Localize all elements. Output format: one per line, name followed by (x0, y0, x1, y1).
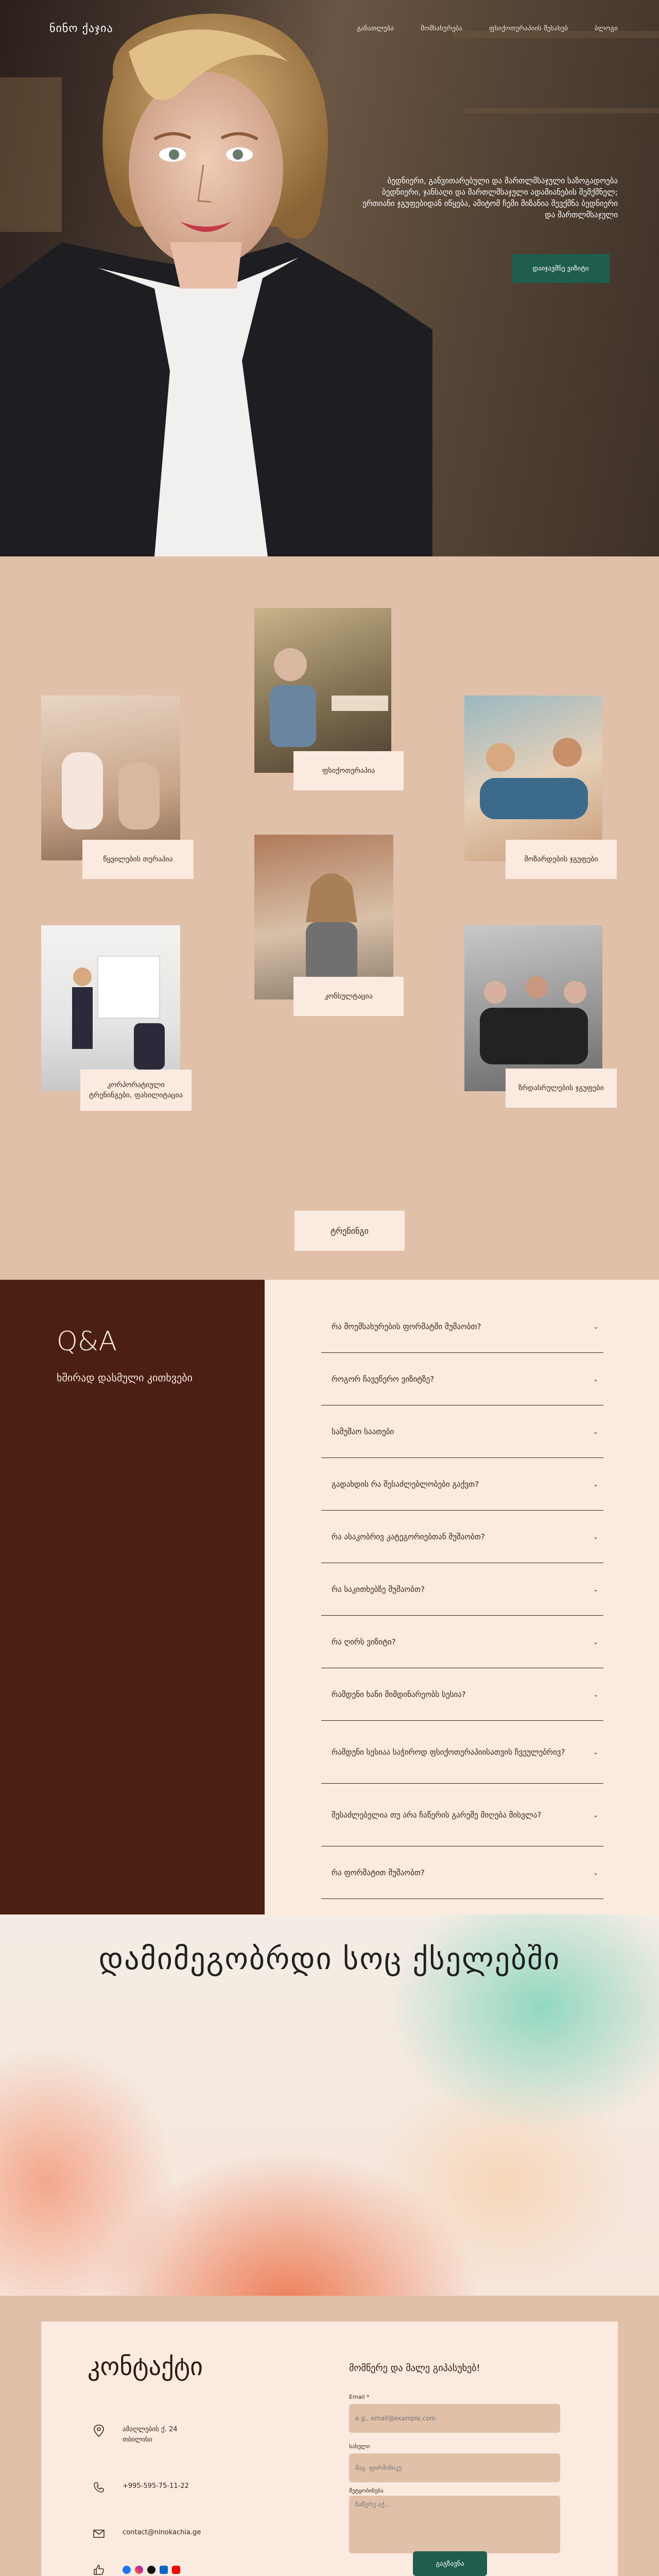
service-label: მოზარდების ჯგუფები (506, 840, 617, 879)
youtube-icon[interactable] (172, 2566, 180, 2574)
chevron-down-icon: ⌄ (593, 1748, 598, 1756)
contact-email (93, 2528, 201, 2540)
thumbs-up-icon (93, 2564, 105, 2576)
contact-social (93, 2564, 180, 2576)
faq-item[interactable]: შესაძლებელია თუ არა ჩაწერის გარეშე მიღება მისვლა? ⌄ (321, 1784, 603, 1846)
chevron-down-icon: ⌄ (593, 1323, 598, 1330)
chevron-down-icon: ⌄ (593, 1585, 598, 1593)
phone-icon (93, 2481, 105, 2494)
service-card-corporate[interactable] (41, 925, 194, 1121)
instagram-icon[interactable] (135, 2566, 143, 2574)
chevron-down-icon: ⌄ (593, 1690, 598, 1698)
faq-item[interactable]: როგორ ჩავეწერო ვიზიტზე? ⌄ (321, 1353, 603, 1405)
contact-card (41, 2321, 618, 2576)
hero-text: ბედნიერი, განვითარებული და მართლმსაჯული საზოგადოება ბედნიერი, ჯანსაღი და მართლმსაჯული ადამიანების შემქმნელ; ერთიანი ჯგუფებიდან იწყება, ამიტომ ჩემი მიზანია შევქმნა ბედნიერი და მართლმსაჯული (362, 176, 618, 219)
training-illustration (41, 925, 180, 1091)
faq-title: Q&A (57, 1326, 117, 1357)
service-photo (464, 696, 602, 861)
faq-item[interactable]: გადახდის რა შესაძლებლობები გაქვთ? ⌄ (321, 1458, 603, 1511)
service-card-adults[interactable] (464, 925, 617, 1118)
submit-button[interactable]: გაგზავნა (413, 2551, 487, 2576)
service-label: კორპორატიული ტრენინგები, ფასილიტაცია (80, 1070, 192, 1111)
service-photo (41, 696, 180, 860)
service-photo (464, 925, 602, 1091)
site-logo[interactable]: ნინო ქაჯია (49, 22, 113, 35)
social-section (0, 1914, 659, 2296)
message-label: შეტყობინება (349, 2487, 384, 2494)
faq-item[interactable]: რა საკითხებზე მუშაობთ? ⌄ (321, 1563, 603, 1616)
session-illustration (254, 608, 391, 773)
chevron-down-icon: ⌄ (593, 1375, 598, 1383)
service-card-couples[interactable] (41, 696, 194, 882)
chevron-down-icon: ⌄ (593, 1811, 598, 1819)
service-photo (254, 608, 391, 773)
email-text[interactable]: contact@ninokachia.ge (123, 2529, 201, 2536)
chevron-down-icon: ⌄ (593, 1480, 598, 1488)
faq-item[interactable]: რამდენი ხანი მიმდინარეობს სესია? ⌄ (321, 1668, 603, 1721)
service-photo (254, 835, 393, 999)
location-pin-icon (93, 2425, 105, 2437)
faq-item[interactable]: რა მოემსახურების ფორმატში მუშაობთ? ⌄ (321, 1300, 603, 1353)
faq-item[interactable]: რამდენი სესიაა საჭიროდ ფსიქოთერაპიისათვის ჩვეულებრივ? ⌄ (321, 1721, 603, 1784)
email-field[interactable] (349, 2404, 560, 2433)
address-text: ამაღლების ქ. 24 თბილისი (123, 2426, 178, 2444)
consultation-illustration (254, 835, 393, 999)
chevron-down-icon: ⌄ (593, 1533, 598, 1540)
nav-link-education[interactable]: განათლება (357, 24, 394, 32)
contact-address (93, 2425, 200, 2445)
service-card-psychotherapy[interactable] (254, 608, 407, 800)
contact-section (0, 2296, 659, 2576)
chevron-down-icon: ⌄ (593, 1638, 598, 1646)
service-label: წყვილების თერაპია (82, 840, 194, 879)
service-photo (41, 925, 180, 1091)
contact-phone (93, 2481, 189, 2494)
group-illustration (464, 925, 602, 1091)
service-card-consultation[interactable] (254, 835, 407, 1025)
faq-item[interactable]: სამუშაო საათები ⌄ (321, 1405, 603, 1458)
nav-link-services[interactable]: მომსახურება (420, 24, 462, 32)
background-shelf (463, 108, 659, 113)
social-icons (123, 2566, 180, 2574)
faq-item[interactable]: რა ღირს ვიზიტი? ⌄ (321, 1616, 603, 1668)
top-nav (0, 0, 659, 57)
linkedin-icon[interactable] (160, 2566, 168, 2574)
tiktok-icon[interactable] (147, 2566, 155, 2574)
phone-text[interactable]: +995-595-75-11-22 (123, 2482, 189, 2490)
teens-illustration (464, 696, 602, 861)
service-label: ზრდასრულების ჯგუფები (506, 1069, 617, 1108)
hero-section (0, 0, 659, 556)
social-title: დამიმეგობრდი სოც ქსელებში (98, 1941, 561, 1976)
service-card-teens[interactable] (464, 696, 617, 887)
facebook-icon[interactable] (123, 2566, 131, 2574)
mail-icon (93, 2528, 105, 2540)
service-label: კონსულტაცია (293, 977, 404, 1016)
nav-link-blog[interactable]: ბლოგი (594, 24, 618, 32)
name-field[interactable] (349, 2453, 560, 2482)
service-label: ფსიქოთერაპია (293, 751, 404, 790)
message-field[interactable] (349, 2496, 560, 2553)
services-section (0, 556, 659, 1280)
faq-subtitle: ხშირად დასმული კითხვები (57, 1371, 193, 1384)
faq-header (0, 1280, 265, 1914)
faq-item[interactable]: რა ფორმატით მუშაობთ? ⌄ (321, 1846, 603, 1899)
faq-list (265, 1280, 659, 1914)
nav-links (357, 25, 618, 32)
name-label: სახელი (349, 2443, 370, 2450)
couple-illustration (41, 696, 180, 860)
contact-title: კონტაქტი (88, 2352, 203, 2381)
faq-section (0, 1280, 659, 1914)
email-label: Email * (349, 2394, 370, 2400)
nav-link-psychotherapy[interactable]: ფსიქოთერაპიის შესახებ (489, 24, 568, 32)
book-visit-button[interactable]: დაიჯავშნე ვიზიტი (512, 254, 610, 283)
faq-item[interactable]: რა ასაკობრივ კატეგორიებთან მუშაობთ? ⌄ (321, 1511, 603, 1563)
chevron-down-icon: ⌄ (593, 1428, 598, 1435)
chevron-down-icon: ⌄ (593, 1869, 598, 1876)
form-title: მომწერე და მალე გიპასუხებ! (349, 2363, 480, 2374)
training-button[interactable]: ტრენინგი (294, 1211, 405, 1251)
hero-portrait-image (0, 0, 432, 556)
